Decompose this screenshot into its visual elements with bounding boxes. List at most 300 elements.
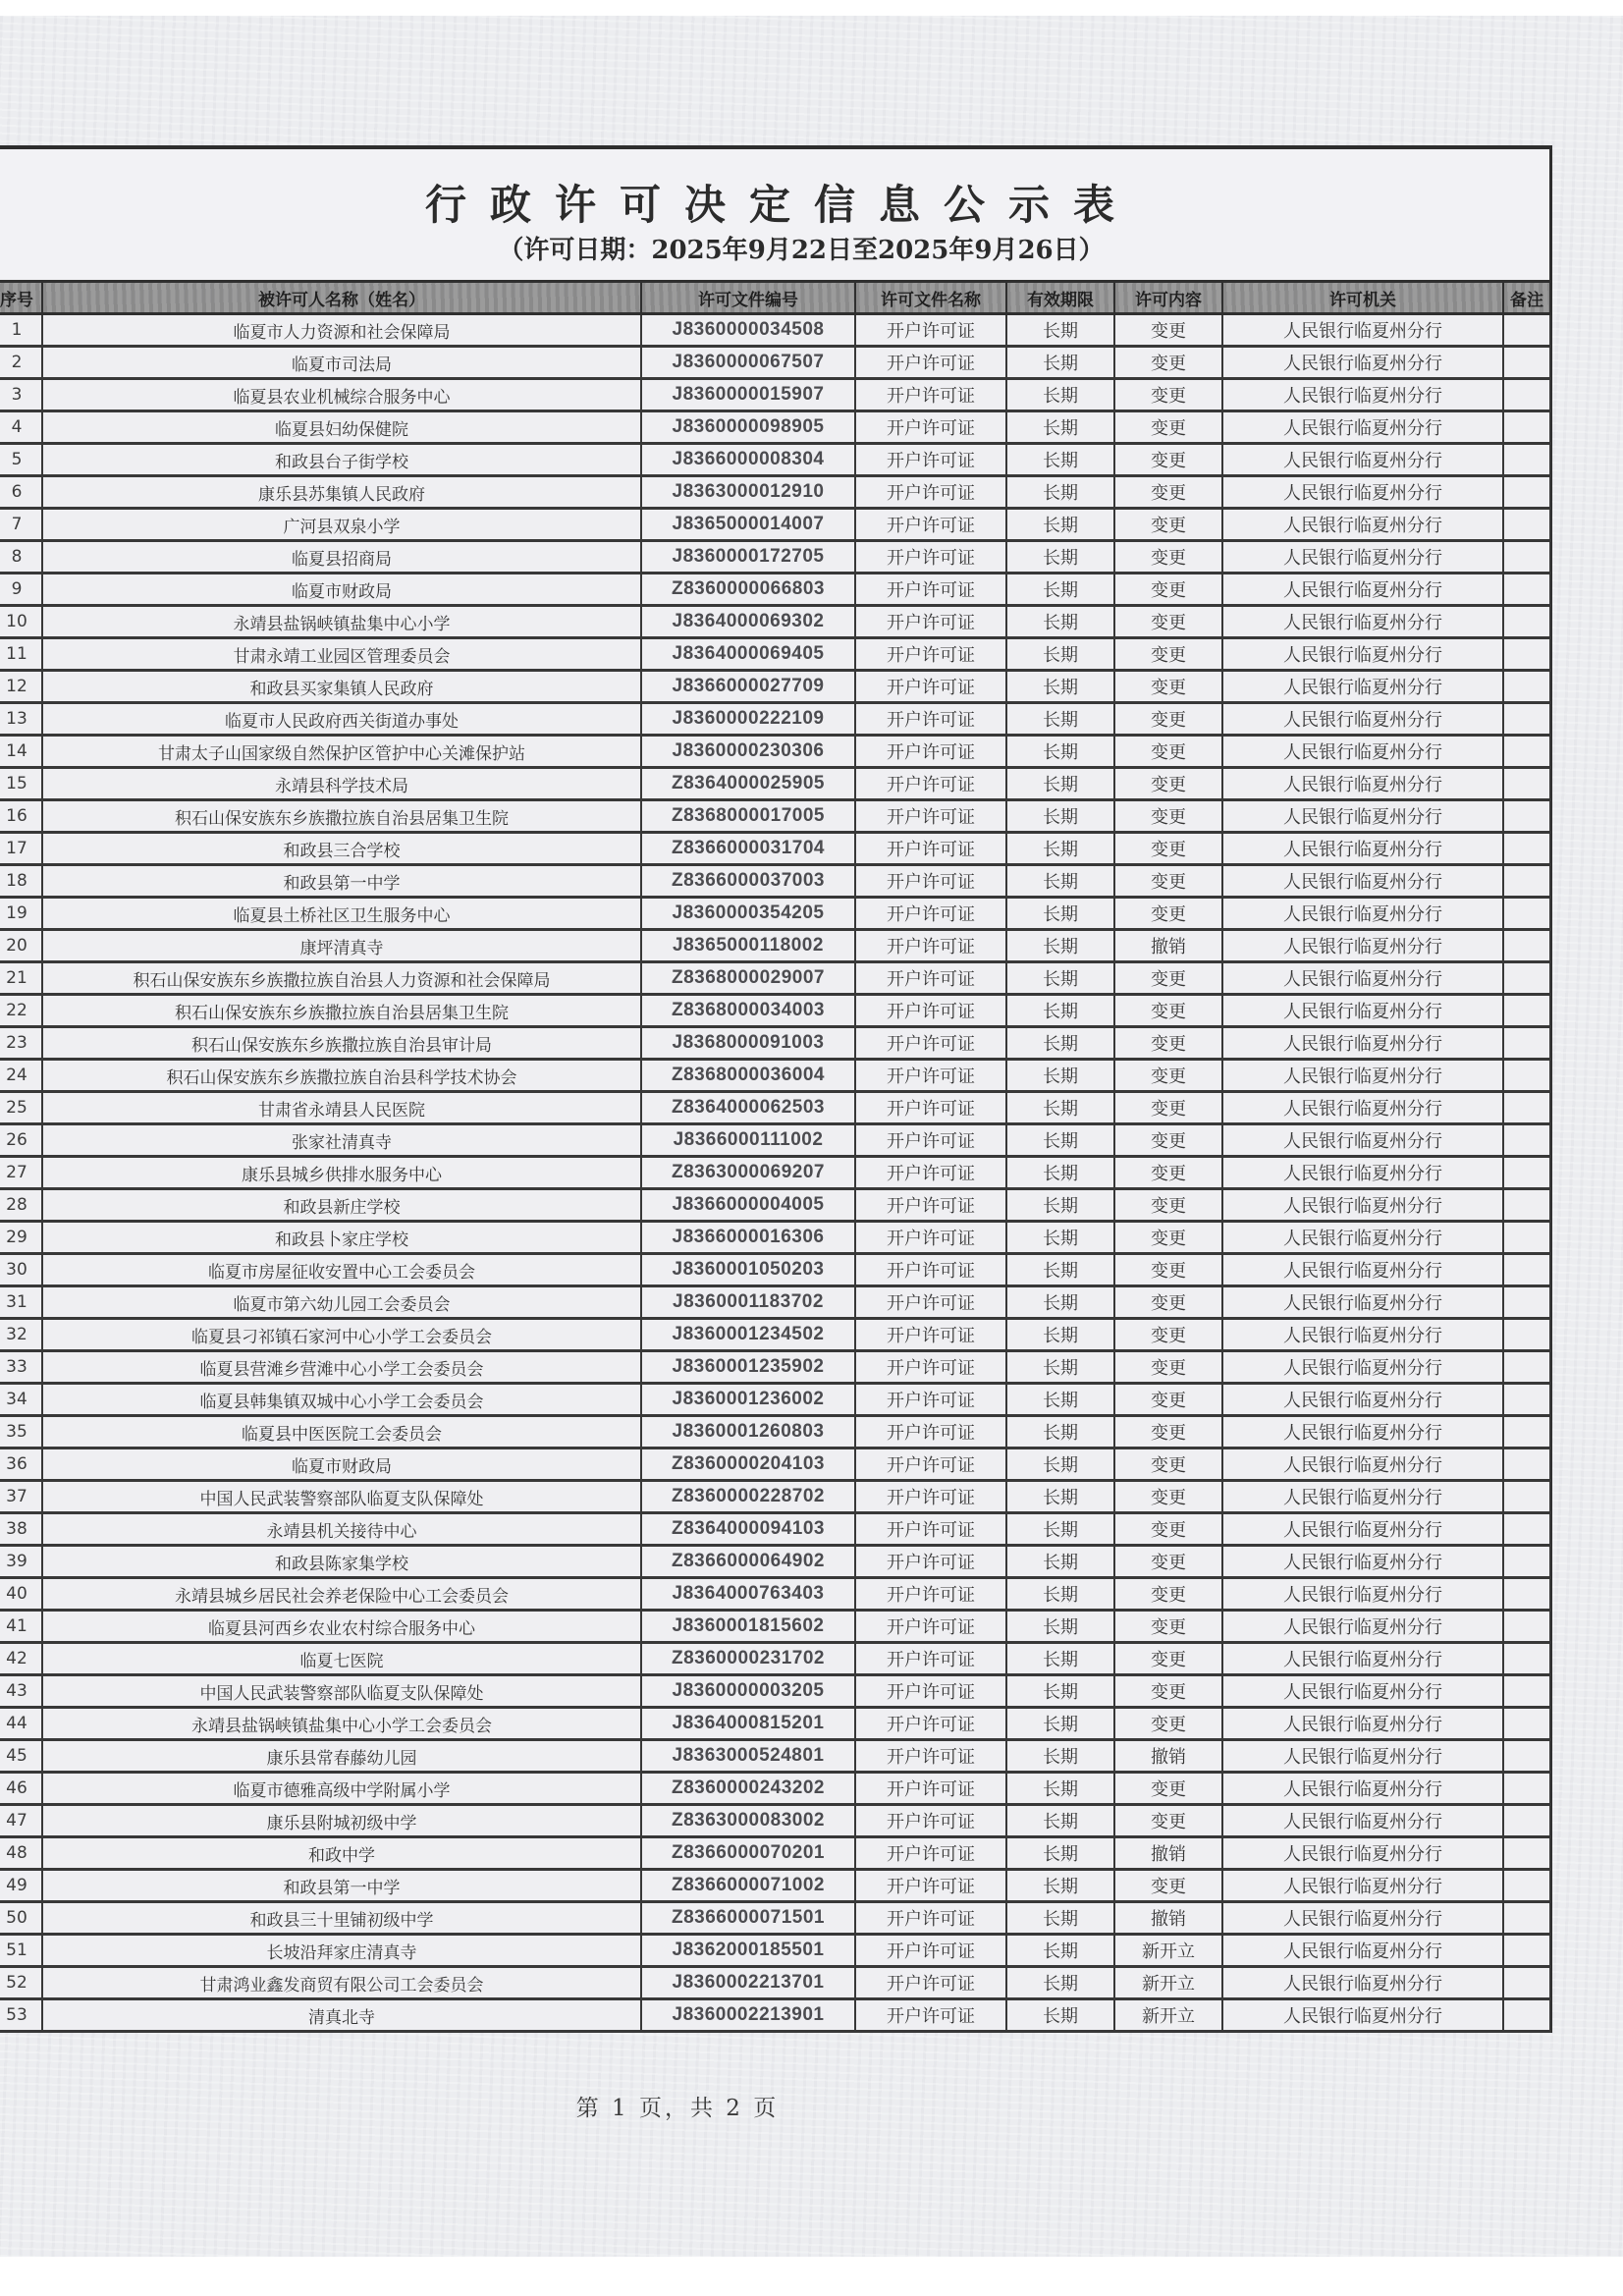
cell-doc-name: 开户许可证 (855, 1805, 1006, 1837)
cell-license-no: J8364000815201 (641, 1708, 855, 1740)
cell-validity: 长期 (1006, 1967, 1114, 1999)
cell-remark (1503, 800, 1550, 833)
cell-authority: 人民银行临夏州分行 (1222, 509, 1503, 541)
cell-validity: 长期 (1006, 1643, 1114, 1675)
cell-content: 变更 (1114, 898, 1222, 930)
cell-name: 临夏县河西乡农业农村综合服务中心 (42, 1611, 641, 1643)
table-row (0, 1157, 1550, 1189)
cell-no: 2 (0, 347, 42, 379)
cell-remark (1503, 898, 1550, 930)
table-row (0, 1254, 1550, 1286)
table-row (0, 476, 1550, 509)
cell-remark (1503, 1027, 1550, 1060)
cell-content: 新开立 (1114, 1935, 1222, 1967)
cell-authority: 人民银行临夏州分行 (1222, 930, 1503, 962)
table-row (0, 314, 1550, 347)
cell-content: 变更 (1114, 1060, 1222, 1092)
cell-no: 12 (0, 671, 42, 703)
cell-remark (1503, 574, 1550, 606)
cell-remark (1503, 1254, 1550, 1286)
cell-authority: 人民银行临夏州分行 (1222, 736, 1503, 768)
cell-authority: 人民银行临夏州分行 (1222, 1999, 1503, 2032)
cell-doc-name: 开户许可证 (855, 995, 1006, 1027)
cell-authority: 人民银行临夏州分行 (1222, 1092, 1503, 1124)
table-row (0, 541, 1550, 574)
cell-doc-name: 开户许可证 (855, 1254, 1006, 1286)
cell-name: 临夏县土桥社区卫生服务中心 (42, 898, 641, 930)
cell-license-no: J8364000763403 (641, 1578, 855, 1611)
table-row (0, 962, 1550, 995)
cell-name: 临夏市人力资源和社会保障局 (42, 314, 641, 347)
cell-content: 变更 (1114, 1384, 1222, 1416)
cell-doc-name: 开户许可证 (855, 1578, 1006, 1611)
cell-doc-name: 开户许可证 (855, 1189, 1006, 1222)
cell-authority: 人民银行临夏州分行 (1222, 1060, 1503, 1092)
cell-content: 变更 (1114, 800, 1222, 833)
cell-name: 永靖县城乡居民社会养老保险中心工会委员会 (42, 1578, 641, 1611)
cell-authority: 人民银行临夏州分行 (1222, 1513, 1503, 1546)
cell-no: 22 (0, 995, 42, 1027)
cell-authority: 人民银行临夏州分行 (1222, 1611, 1503, 1643)
cell-content: 变更 (1114, 1189, 1222, 1222)
cell-validity: 长期 (1006, 638, 1114, 671)
cell-remark (1503, 606, 1550, 638)
cell-doc-name: 开户许可证 (855, 1351, 1006, 1384)
table-row (0, 833, 1550, 865)
cell-name: 临夏七医院 (42, 1643, 641, 1675)
table-row (0, 1643, 1550, 1675)
table-row (0, 1578, 1550, 1611)
cell-license-no: J8362000185501 (641, 1935, 855, 1967)
cell-authority: 人民银行临夏州分行 (1222, 1708, 1503, 1740)
cell-doc-name: 开户许可证 (855, 606, 1006, 638)
cell-remark (1503, 1189, 1550, 1222)
cell-no: 4 (0, 411, 42, 444)
scanned-document-page (0, 16, 1623, 2257)
cell-content: 变更 (1114, 638, 1222, 671)
cell-no: 20 (0, 930, 42, 962)
cell-content: 变更 (1114, 1578, 1222, 1611)
cell-no: 7 (0, 509, 42, 541)
cell-license-no: J8360000354205 (641, 898, 855, 930)
cell-authority: 人民银行临夏州分行 (1222, 476, 1503, 509)
cell-name: 和政县陈家集学校 (42, 1546, 641, 1578)
cell-content: 新开立 (1114, 1999, 1222, 2032)
cell-remark (1503, 1546, 1550, 1578)
cell-name: 临夏市德雅高级中学附属小学 (42, 1773, 641, 1805)
cell-validity: 长期 (1006, 930, 1114, 962)
cell-remark (1503, 1060, 1550, 1092)
column-header-remark: 备注 (1503, 282, 1550, 314)
cell-remark (1503, 736, 1550, 768)
table-row (0, 703, 1550, 736)
cell-content: 变更 (1114, 1708, 1222, 1740)
table-row (0, 1611, 1550, 1643)
cell-doc-name: 开户许可证 (855, 1222, 1006, 1254)
cell-remark (1503, 1805, 1550, 1837)
cell-authority: 人民银行临夏州分行 (1222, 379, 1503, 411)
cell-name: 临夏县农业机械综合服务中心 (42, 379, 641, 411)
table-row (0, 411, 1550, 444)
cell-license-no: J8360001235902 (641, 1351, 855, 1384)
column-header-license: 许可文件编号 (641, 282, 855, 314)
cell-name: 积石山保安族东乡族撒拉族自治县人力资源和社会保障局 (42, 962, 641, 995)
cell-authority: 人民银行临夏州分行 (1222, 1157, 1503, 1189)
cell-authority: 人民银行临夏州分行 (1222, 1319, 1503, 1351)
cell-no: 46 (0, 1773, 42, 1805)
cell-name: 临夏县中医医院工会委员会 (42, 1416, 641, 1449)
cell-license-no: J8360001236002 (641, 1384, 855, 1416)
cell-validity: 长期 (1006, 1286, 1114, 1319)
cell-validity: 长期 (1006, 347, 1114, 379)
cell-remark (1503, 768, 1550, 800)
table-row (0, 1837, 1550, 1870)
cell-no: 29 (0, 1222, 42, 1254)
cell-content: 变更 (1114, 1611, 1222, 1643)
cell-no: 34 (0, 1384, 42, 1416)
cell-license-no: J8366000111002 (641, 1124, 855, 1157)
cell-doc-name: 开户许可证 (855, 476, 1006, 509)
cell-doc-name: 开户许可证 (855, 768, 1006, 800)
cell-remark (1503, 411, 1550, 444)
cell-no: 26 (0, 1124, 42, 1157)
table-row (0, 865, 1550, 898)
cell-no: 27 (0, 1157, 42, 1189)
cell-authority: 人民银行临夏州分行 (1222, 800, 1503, 833)
cell-doc-name: 开户许可证 (855, 800, 1006, 833)
cell-name: 和政县卜家庄学校 (42, 1222, 641, 1254)
cell-content: 变更 (1114, 1870, 1222, 1902)
cell-content: 变更 (1114, 1092, 1222, 1124)
cell-remark (1503, 1837, 1550, 1870)
cell-no: 16 (0, 800, 42, 833)
table-row (0, 1286, 1550, 1319)
cell-doc-name: 开户许可证 (855, 347, 1006, 379)
cell-content: 新开立 (1114, 1967, 1222, 1999)
cell-authority: 人民银行临夏州分行 (1222, 1837, 1503, 1870)
cell-validity: 长期 (1006, 736, 1114, 768)
column-header-validity: 有效期限 (1006, 282, 1114, 314)
table-row (0, 1027, 1550, 1060)
cell-license-no: Z8360000204103 (641, 1449, 855, 1481)
cell-license-no: Z8363000069207 (641, 1157, 855, 1189)
table-header (0, 282, 1550, 314)
cell-license-no: J8360000172705 (641, 541, 855, 574)
cell-validity: 长期 (1006, 671, 1114, 703)
cell-content: 变更 (1114, 1416, 1222, 1449)
cell-content: 变更 (1114, 1513, 1222, 1546)
cell-doc-name: 开户许可证 (855, 509, 1006, 541)
table-row (0, 1319, 1550, 1351)
cell-doc-name: 开户许可证 (855, 1092, 1006, 1124)
cell-content: 变更 (1114, 379, 1222, 411)
cell-license-no: Z8366000037003 (641, 865, 855, 898)
cell-no: 10 (0, 606, 42, 638)
cell-doc-name: 开户许可证 (855, 1481, 1006, 1513)
cell-content: 变更 (1114, 1805, 1222, 1837)
cell-name: 和政县买家集镇人民政府 (42, 671, 641, 703)
cell-remark (1503, 1286, 1550, 1319)
cell-no: 25 (0, 1092, 42, 1124)
cell-license-no: J8365000118002 (641, 930, 855, 962)
cell-validity: 长期 (1006, 541, 1114, 574)
cell-validity: 长期 (1006, 1773, 1114, 1805)
table-row (0, 1999, 1550, 2032)
table-row (0, 898, 1550, 930)
cell-no: 35 (0, 1416, 42, 1449)
cell-validity: 长期 (1006, 1384, 1114, 1416)
cell-license-no: Z8366000071002 (641, 1870, 855, 1902)
cell-remark (1503, 1124, 1550, 1157)
cell-doc-name: 开户许可证 (855, 930, 1006, 962)
cell-validity: 长期 (1006, 1481, 1114, 1513)
cell-remark (1503, 1416, 1550, 1449)
cell-validity: 长期 (1006, 1416, 1114, 1449)
table-row (0, 1384, 1550, 1416)
column-header-name: 被许可人名称（姓名） (42, 282, 641, 314)
cell-name: 临夏市财政局 (42, 574, 641, 606)
cell-content: 撤销 (1114, 930, 1222, 962)
cell-validity: 长期 (1006, 1124, 1114, 1157)
cell-authority: 人民银行临夏州分行 (1222, 1124, 1503, 1157)
cell-remark (1503, 962, 1550, 995)
cell-no: 33 (0, 1351, 42, 1384)
cell-content: 变更 (1114, 1643, 1222, 1675)
cell-doc-name: 开户许可证 (855, 1319, 1006, 1351)
cell-name: 和政县台子街学校 (42, 444, 641, 476)
cell-doc-name: 开户许可证 (855, 1773, 1006, 1805)
table-row (0, 1092, 1550, 1124)
cell-license-no: Z8364000094103 (641, 1513, 855, 1546)
cell-name: 临夏县韩集镇双城中心小学工会委员会 (42, 1384, 641, 1416)
table-row (0, 1740, 1550, 1773)
cell-remark (1503, 347, 1550, 379)
cell-content: 变更 (1114, 1027, 1222, 1060)
cell-no: 38 (0, 1513, 42, 1546)
table-row (0, 1481, 1550, 1513)
cell-remark (1503, 1319, 1550, 1351)
cell-name: 积石山保安族东乡族撒拉族自治县居集卫生院 (42, 800, 641, 833)
cell-doc-name: 开户许可证 (855, 1837, 1006, 1870)
cell-name: 中国人民武装警察部队临夏支队保障处 (42, 1675, 641, 1708)
cell-no: 14 (0, 736, 42, 768)
cell-validity: 长期 (1006, 898, 1114, 930)
cell-doc-name: 开户许可证 (855, 1286, 1006, 1319)
cell-doc-name: 开户许可证 (855, 898, 1006, 930)
cell-remark (1503, 930, 1550, 962)
table-row (0, 1222, 1550, 1254)
header-row (0, 282, 1550, 314)
cell-validity: 长期 (1006, 606, 1114, 638)
cell-license-no: J8360000222109 (641, 703, 855, 736)
cell-license-no: Z8360000066803 (641, 574, 855, 606)
table-row (0, 1902, 1550, 1935)
cell-validity: 长期 (1006, 1222, 1114, 1254)
cell-validity: 长期 (1006, 574, 1114, 606)
cell-license-no: J8360001183702 (641, 1286, 855, 1319)
cell-name: 甘肃省永靖县人民医院 (42, 1092, 641, 1124)
cell-validity: 长期 (1006, 1935, 1114, 1967)
cell-content: 变更 (1114, 865, 1222, 898)
cell-content: 变更 (1114, 1286, 1222, 1319)
cell-content: 变更 (1114, 1254, 1222, 1286)
cell-validity: 长期 (1006, 1740, 1114, 1773)
cell-authority: 人民银行临夏州分行 (1222, 1805, 1503, 1837)
cell-validity: 长期 (1006, 1837, 1114, 1870)
table-row (0, 995, 1550, 1027)
cell-remark (1503, 833, 1550, 865)
cell-validity: 长期 (1006, 444, 1114, 476)
cell-content: 变更 (1114, 768, 1222, 800)
cell-doc-name: 开户许可证 (855, 638, 1006, 671)
cell-doc-name: 开户许可证 (855, 1870, 1006, 1902)
table-row (0, 1935, 1550, 1967)
cell-validity: 长期 (1006, 833, 1114, 865)
cell-authority: 人民银行临夏州分行 (1222, 638, 1503, 671)
cell-name: 临夏市房屋征收安置中心工会委员会 (42, 1254, 641, 1286)
table-row (0, 1773, 1550, 1805)
cell-content: 变更 (1114, 411, 1222, 444)
cell-name: 积石山保安族东乡族撒拉族自治县科学技术协会 (42, 1060, 641, 1092)
cell-name: 永靖县科学技术局 (42, 768, 641, 800)
cell-license-no: J8360000098905 (641, 411, 855, 444)
cell-remark (1503, 1351, 1550, 1384)
cell-no: 37 (0, 1481, 42, 1513)
cell-validity: 长期 (1006, 411, 1114, 444)
cell-doc-name: 开户许可证 (855, 962, 1006, 995)
cell-name: 康坪清真寺 (42, 930, 641, 962)
cell-no: 40 (0, 1578, 42, 1611)
cell-content: 变更 (1114, 1319, 1222, 1351)
column-header-doc-name: 许可文件名称 (855, 282, 1006, 314)
cell-doc-name: 开户许可证 (855, 1124, 1006, 1157)
cell-license-no: J8360001260803 (641, 1416, 855, 1449)
cell-name: 临夏市第六幼儿园工会委员会 (42, 1286, 641, 1319)
cell-validity: 长期 (1006, 1805, 1114, 1837)
cell-authority: 人民银行临夏州分行 (1222, 1870, 1503, 1902)
cell-name: 永靖县机关接待中心 (42, 1513, 641, 1546)
cell-content: 变更 (1114, 1157, 1222, 1189)
cell-name: 积石山保安族东乡族撒拉族自治县审计局 (42, 1027, 641, 1060)
cell-content: 变更 (1114, 1351, 1222, 1384)
table-row (0, 1124, 1550, 1157)
cell-name: 康乐县苏集镇人民政府 (42, 476, 641, 509)
cell-authority: 人民银行临夏州分行 (1222, 1384, 1503, 1416)
cell-authority: 人民银行临夏州分行 (1222, 1351, 1503, 1384)
cell-doc-name: 开户许可证 (855, 1384, 1006, 1416)
table-row (0, 1870, 1550, 1902)
cell-content: 变更 (1114, 995, 1222, 1027)
page-number-indicator: 第 1 页，共 2 页 (575, 2096, 780, 2121)
cell-validity: 长期 (1006, 1578, 1114, 1611)
cell-validity: 长期 (1006, 1351, 1114, 1384)
cell-validity: 长期 (1006, 1092, 1114, 1124)
cell-content: 变更 (1114, 1773, 1222, 1805)
cell-doc-name: 开户许可证 (855, 1935, 1006, 1967)
cell-validity: 长期 (1006, 1999, 1114, 2032)
table-row (0, 1060, 1550, 1092)
cell-validity: 长期 (1006, 962, 1114, 995)
cell-doc-name: 开户许可证 (855, 1999, 1006, 2032)
cell-no: 8 (0, 541, 42, 574)
cell-name: 和政县新庄学校 (42, 1189, 641, 1222)
cell-no: 50 (0, 1902, 42, 1935)
cell-license-no: Z8366000070201 (641, 1837, 855, 1870)
cell-no: 23 (0, 1027, 42, 1060)
cell-license-no: Z8366000031704 (641, 833, 855, 865)
cell-remark (1503, 476, 1550, 509)
cell-validity: 长期 (1006, 1611, 1114, 1643)
cell-validity: 长期 (1006, 1189, 1114, 1222)
cell-name: 积石山保安族东乡族撒拉族自治县居集卫生院 (42, 995, 641, 1027)
cell-content: 撤销 (1114, 1740, 1222, 1773)
cell-validity: 长期 (1006, 865, 1114, 898)
cell-doc-name: 开户许可证 (855, 1675, 1006, 1708)
cell-authority: 人民银行临夏州分行 (1222, 1967, 1503, 1999)
cell-license-no: J8360001234502 (641, 1319, 855, 1351)
cell-license-no: J8365000014007 (641, 509, 855, 541)
cell-content: 变更 (1114, 1124, 1222, 1157)
cell-no: 1 (0, 314, 42, 347)
cell-name: 和政县三十里铺初级中学 (42, 1902, 641, 1935)
cell-content: 变更 (1114, 1222, 1222, 1254)
cell-doc-name: 开户许可证 (855, 444, 1006, 476)
cell-license-no: Z8368000017005 (641, 800, 855, 833)
table-row (0, 606, 1550, 638)
cell-remark (1503, 1675, 1550, 1708)
cell-doc-name: 开户许可证 (855, 671, 1006, 703)
cell-content: 变更 (1114, 833, 1222, 865)
cell-authority: 人民银行临夏州分行 (1222, 574, 1503, 606)
cell-content: 变更 (1114, 703, 1222, 736)
cell-authority: 人民银行临夏州分行 (1222, 411, 1503, 444)
cell-name: 甘肃太子山国家级自然保护区管护中心关滩保护站 (42, 736, 641, 768)
cell-name: 临夏市司法局 (42, 347, 641, 379)
table-row (0, 444, 1550, 476)
cell-doc-name: 开户许可证 (855, 574, 1006, 606)
table-row (0, 1416, 1550, 1449)
table-row (0, 671, 1550, 703)
cell-validity: 长期 (1006, 768, 1114, 800)
cell-no: 21 (0, 962, 42, 995)
cell-remark (1503, 1643, 1550, 1675)
cell-no: 51 (0, 1935, 42, 1967)
cell-content: 变更 (1114, 606, 1222, 638)
cell-license-no: Z8366000064902 (641, 1546, 855, 1578)
title-block (0, 149, 1549, 280)
cell-remark (1503, 1384, 1550, 1416)
license-table (0, 280, 1551, 2033)
cell-no: 5 (0, 444, 42, 476)
cell-remark (1503, 1870, 1550, 1902)
table-body (0, 314, 1550, 2032)
cell-authority: 人民银行临夏州分行 (1222, 768, 1503, 800)
cell-license-no: Z8363000083002 (641, 1805, 855, 1837)
cell-no: 11 (0, 638, 42, 671)
cell-license-no: J8360001815602 (641, 1611, 855, 1643)
cell-no: 52 (0, 1967, 42, 1999)
cell-validity: 长期 (1006, 1254, 1114, 1286)
cell-remark (1503, 995, 1550, 1027)
cell-name: 和政县三合学校 (42, 833, 641, 865)
cell-license-no: J8360000034508 (641, 314, 855, 347)
cell-no: 3 (0, 379, 42, 411)
cell-authority: 人民银行临夏州分行 (1222, 1740, 1503, 1773)
cell-name: 长坡沿拜家庄清真寺 (42, 1935, 641, 1967)
table-row (0, 800, 1550, 833)
cell-no: 31 (0, 1286, 42, 1319)
cell-doc-name: 开户许可证 (855, 379, 1006, 411)
